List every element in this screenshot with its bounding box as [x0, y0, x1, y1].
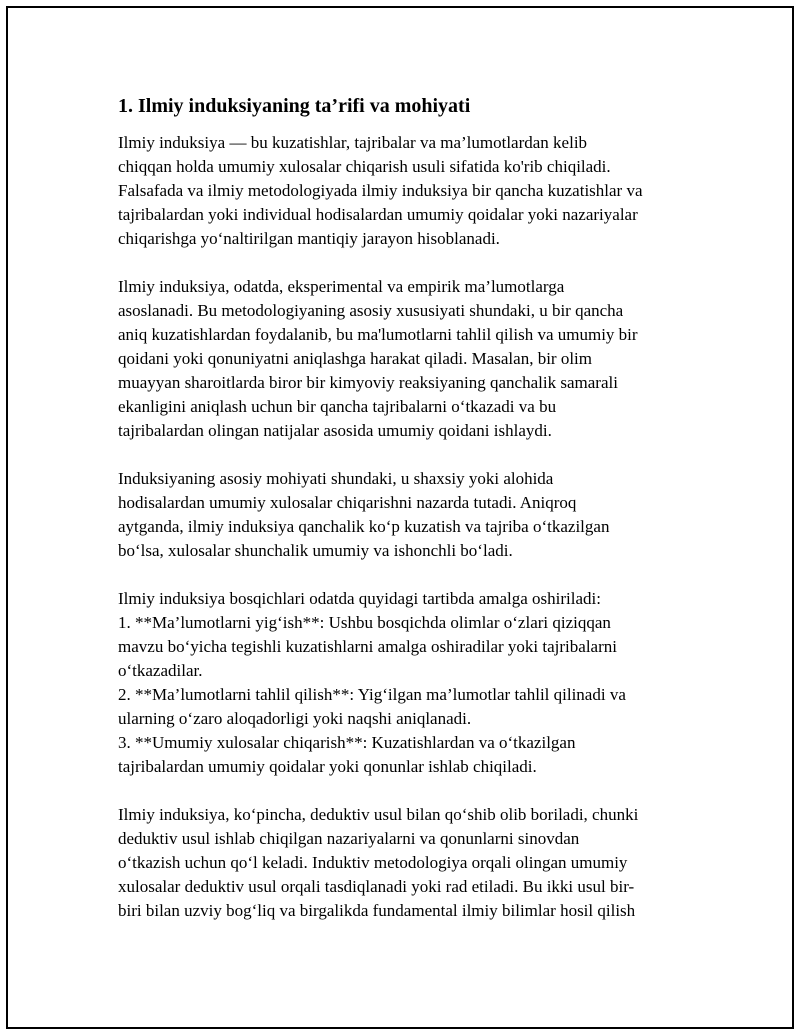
text-line: Falsafada va ilmiy metodologiyada ilmiy induksiya bir qancha kuzatishlar va — [118, 181, 643, 200]
text-line: chiqqan holda umumiy xulosalar chiqarish usuli sifatida ko'rib chiqiladi. — [118, 157, 611, 176]
text-line: Ilmiy induksiya bosqichlari odatda quyidagi tartibda amalga oshiriladi: — [118, 589, 601, 608]
text-line: Ilmiy induksiya, ko‘pincha, deduktiv usul bilan qo‘shib olib boriladi, chunki — [118, 805, 639, 824]
text-line: biri bilan uzviy bog‘liq va birgalikda fundamental ilmiy bilimlar hosil qilish — [118, 901, 636, 920]
paragraph-stages — [118, 587, 698, 779]
text-line: aniq kuzatishlardan foydalanib, bu ma'lumotlarni tahlil qilish va umumiy bir — [118, 325, 638, 344]
text-line: Induksiyaning asosiy mohiyati shundaki, u shaxsiy yoki alohida — [118, 469, 554, 488]
text-line: tajribalardan umumiy qoidalar yoki qonunlar ishlab chiqiladi. — [118, 757, 537, 776]
text-line: hodisalardan umumiy xulosalar chiqarishni nazarda tutadi. Aniqroq — [118, 493, 577, 512]
text-line: xulosalar deduktiv usul orqali tasdiqlanadi yoki rad etiladi. Bu ikki usul bir- — [118, 877, 635, 896]
text-line: ularning o‘zaro aloqadorligi yoki naqshi aniqlanadi. — [118, 709, 472, 728]
section-heading: 1. Ilmiy induksiyaning ta’rifi va mohiyati — [118, 95, 471, 117]
list-item: 2. **Ma’lumotlarni tahlil qilish**: Yig‘ilgan ma’lumotlar tahlil qilinadi va — [118, 685, 626, 704]
paragraph-essence — [118, 467, 698, 563]
text-line: qoidani yoki qonuniyatni aniqlashga harakat qiladi. Masalan, bir olim — [118, 349, 593, 368]
text-line: chiqarishga yo‘naltirilgan mantiqiy jarayon hisoblanadi. — [118, 229, 500, 248]
text-line: tajribalardan olingan natijalar asosida umumiy qoidani ishlaydi. — [118, 421, 552, 440]
paragraph-empirical-basis — [118, 275, 698, 443]
text-line: mavzu bo‘yicha tegishli kuzatishlarni amalga oshiradilar yoki tajribalarni — [118, 637, 617, 656]
text-line: Ilmiy induksiya, odatda, eksperimental va empirik ma’lumotlarga — [118, 277, 565, 296]
text-line: bo‘lsa, xulosalar shunchalik umumiy va ishonchli bo‘ladi. — [118, 541, 513, 560]
text-line: o‘tkazadilar. — [118, 661, 203, 680]
text-line: deduktiv usul ishlab chiqilgan nazariyalarni va qonunlarni sinovdan — [118, 829, 580, 848]
text-line: asoslanadi. Bu metodologiyaning asosiy xususiyati shundaki, u bir qancha — [118, 301, 624, 320]
document-body — [118, 94, 698, 947]
list-item: 1. **Ma’lumotlarni yig‘ish**: Ushbu bosqichda olimlar o‘zlari qiziqqan — [118, 613, 611, 632]
text-line: o‘tkazish uchun qo‘l keladi. Induktiv metodologiya orqali olingan umumiy — [118, 853, 628, 872]
paragraph-deduction — [118, 803, 698, 923]
text-line: aytganda, ilmiy induksiya qanchalik ko‘p kuzatish va tajriba o‘tkazilgan — [118, 517, 610, 536]
list-item: 3. **Umumiy xulosalar chiqarish**: Kuzatishlardan va o‘tkazilgan — [118, 733, 576, 752]
text-line: ekanligini aniqlash uchun bir qancha tajribalarni o‘tkazadi va bu — [118, 397, 557, 416]
text-line: tajribalardan yoki individual hodisalardan umumiy qoidalar yoki nazariyalar — [118, 205, 638, 224]
text-line: Ilmiy induksiya — bu kuzatishlar, tajribalar va ma’lumotlardan kelib — [118, 133, 588, 152]
paragraph-definition — [118, 131, 698, 251]
text-line: muayyan sharoitlarda biror bir kimyoviy reaksiyaning qanchalik samarali — [118, 373, 618, 392]
